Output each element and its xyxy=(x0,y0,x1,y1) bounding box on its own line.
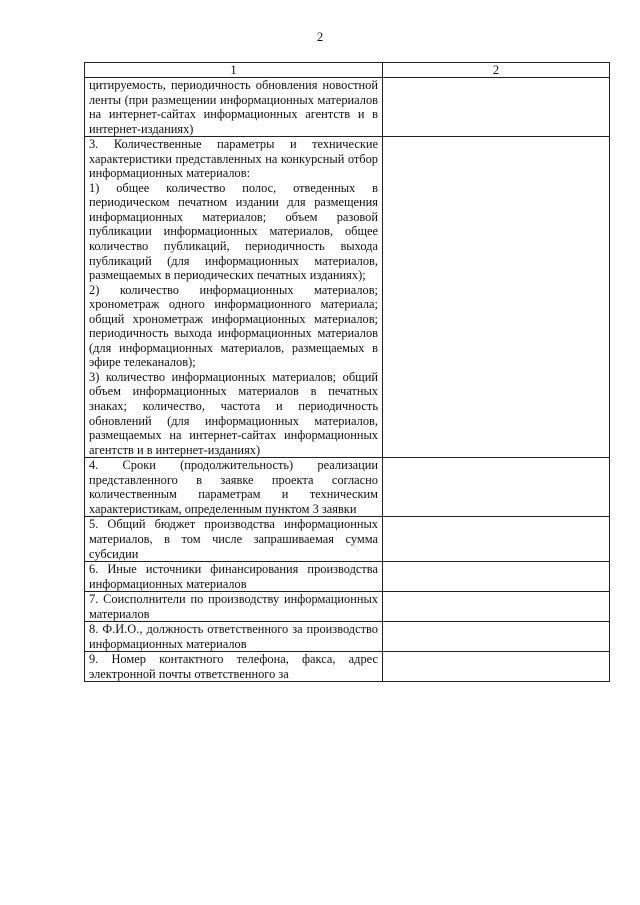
column-header-2: 2 xyxy=(383,63,610,78)
table-header-row xyxy=(85,63,610,78)
row-description: 3. Количественные параметры и технические характеристики представленных на конкурсный отбор информационных материалов: 1) общее количество полос, отведенных в периодическом печатном издании для размещения информационных материалов; объем разовой публикации информационных материалов, общее количество публикаций, периодичность выхода публикаций (для информационных материалов, размещаемых в периодических печатных изданиях); 2) количество информационных материалов; хронометраж одного информационного материала; общий хронометраж информационных материалов; периодичность выхода информационных материалов (для информационных материалов, размещаемых в эфире телеканалов); 3) количество информационных материалов; общий объем информационных материалов в печатных знаках; количество, частота и периодичность обновлений (для информационных материалов, размещаемых на интернет-сайтах информационных агентств и в интернет-изданиях) xyxy=(85,137,383,458)
table-row xyxy=(85,458,610,517)
row-answer-cell[interactable] xyxy=(383,78,610,137)
row-description: цитируемость, периодичность обновления новостной ленты (при размещении информационных материалов на интернет-сайтах информационных агентств и в интернет-изданиях) xyxy=(85,78,383,137)
row-description: 6. Иные источники финансирования производства информационных материалов xyxy=(85,562,383,592)
table-row xyxy=(85,592,610,622)
row-answer-cell[interactable] xyxy=(383,592,610,622)
row-description: 9. Номер контактного телефона, факса, адрес электронной почты ответственного за xyxy=(85,652,383,682)
table-row xyxy=(85,137,610,458)
row-description: 8. Ф.И.О., должность ответственного за производство информационных материалов xyxy=(85,622,383,652)
application-form-table xyxy=(84,62,610,682)
column-header-1: 1 xyxy=(85,63,383,78)
table-row xyxy=(85,562,610,592)
row-description: 5. Общий бюджет производства информационных материалов, в том числе запрашиваемая сумма субсидии xyxy=(85,517,383,562)
row-description: 4. Сроки (продолжительность) реализации представленного в заявке проекта согласно количественным параметрам и техническим характеристикам, определенным пунктом 3 заявки xyxy=(85,458,383,517)
row-description: 7. Соисполнители по производству информационных материалов xyxy=(85,592,383,622)
table-row xyxy=(85,622,610,652)
row-answer-cell[interactable] xyxy=(383,137,610,458)
row-answer-cell[interactable] xyxy=(383,652,610,682)
table-row xyxy=(85,517,610,562)
page-number: 2 xyxy=(316,29,324,44)
table-row xyxy=(85,652,610,682)
row-answer-cell[interactable] xyxy=(383,562,610,592)
table-row xyxy=(85,78,610,137)
row-answer-cell[interactable] xyxy=(383,517,610,562)
row-answer-cell[interactable] xyxy=(383,458,610,517)
row-answer-cell[interactable] xyxy=(383,622,610,652)
